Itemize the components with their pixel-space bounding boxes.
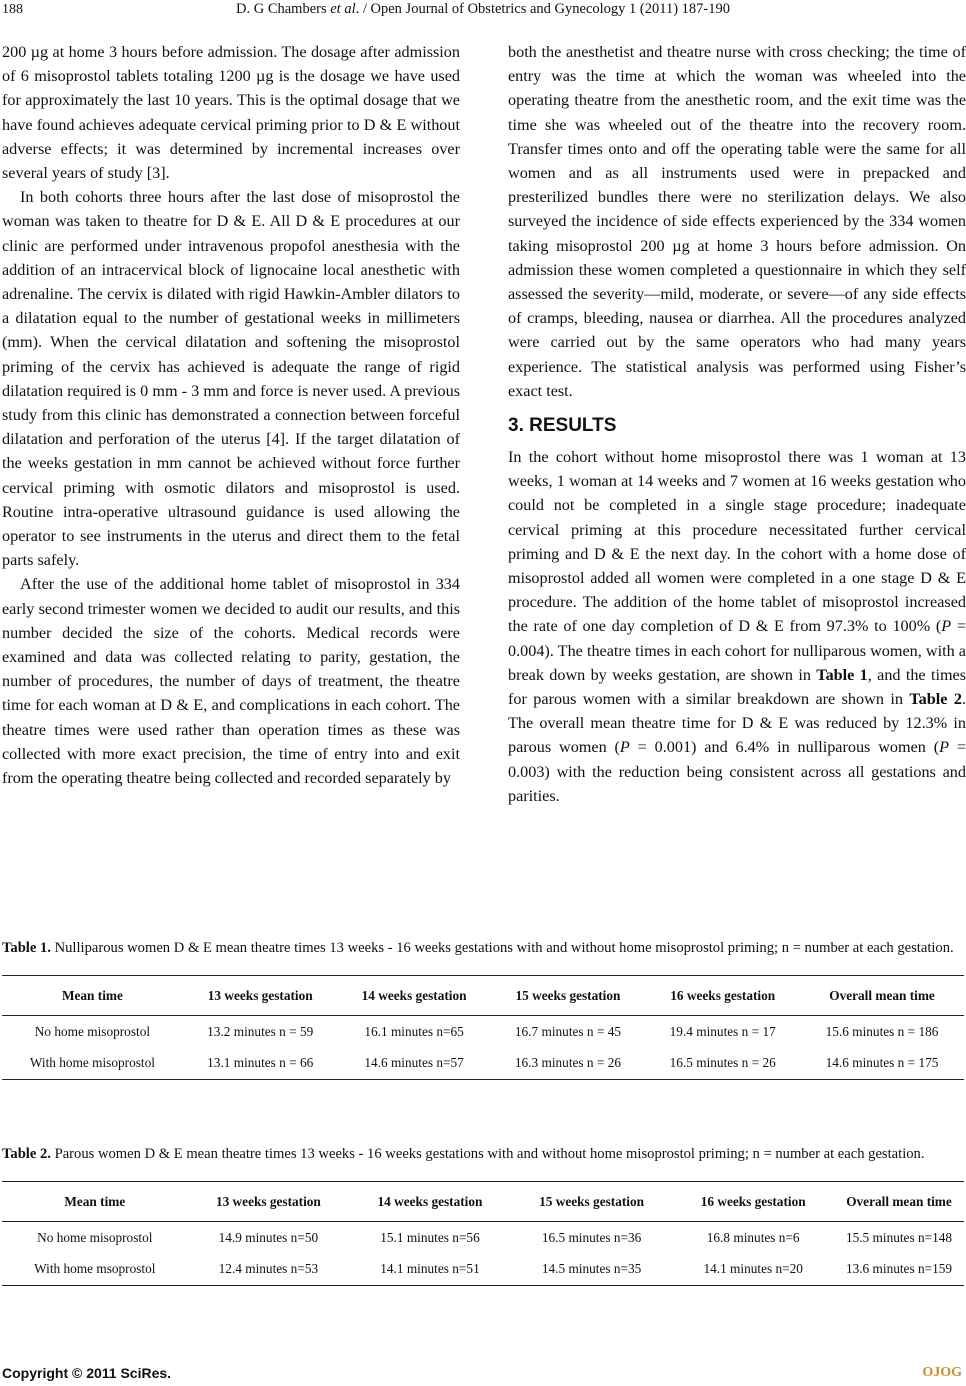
table-header-row — [2, 976, 964, 1016]
column-header: Overall mean time — [829, 987, 935, 1003]
page-number: 188 — [2, 2, 23, 17]
column-header: 15 weeks gestation — [515, 987, 621, 1003]
table-cell: 16.5 minutes n = 26 — [669, 1055, 776, 1071]
paragraph: 200 µg at home 3 hours before admission. The dosage after admission of 6 misoprostol tablets totaling 1200 µg is the dosage we have used for approximately the last 10 years. This is the optimal dosage that we have found achieves adequate cervical priming prior to D & E without adverse effects; it was determined by incremental increases over several years of study [3]. — [2, 43, 460, 183]
table-cell: 16.1 minutes n=65 — [364, 1023, 464, 1039]
table-cell: No home misoprostol — [34, 1023, 151, 1039]
table-cell: With home misoprostol — [29, 1055, 155, 1071]
table-cell: 13.2 minutes n = 59 — [207, 1023, 314, 1039]
column-header: 13 weeks gestation — [207, 987, 313, 1003]
table-cell: 14.5 minutes n=35 — [541, 1261, 642, 1277]
table-reference[interactable]: Table 1 — [816, 665, 868, 684]
paragraph: both the anesthetist and theatre nurse with cross checking; the time of entry was the time at which the woman was wheeled into the operating theatre from the anesthetic room, and the exit time was the time she was wheeled out of the theatre into the recovery room. Transfer times onto and off the operating table were the same for all women and as all instruments used were in prepacked and presterilized bundles there were no sterilization delays. We also surveyed the incidence of side effects experienced by the 334 women taking misoprostol 200 µg at home 3 hours before admission. On admission these women completed a questionnaire in which they self assessed the severity—mild, moderate, or severe—of any side effects of cramps, bleeding, nausea or diarrhea. All the procedures analyzed were carried out by the same operators who had many years experience. The statistical analysis was performed using Fisher’s exact test. — [508, 43, 966, 400]
table-cell: No home misoprostol — [37, 1229, 153, 1245]
table-1 — [2, 975, 964, 1080]
column-header: Mean time — [64, 1193, 126, 1209]
table-cell: 14.1 minutes n=51 — [380, 1261, 480, 1277]
paragraph: In both cohorts three hours after the last dose of misoprostol the woman was taken to theatre for D & E. All D & E procedures at our clinic are performed under intravenous propofol anesthesia with the addition of an intracervical block of lignocaine local anesthetic with adrenaline. The cervix is dilated with rigid Hawkin-Ambler dilators to a dilatation equal to the number of gestational weeks in millimeters (mm). When the cervical dilatation and softening the misoprostol priming of the cervix has achieved is adequate the range of rigid dilatation required is 0 mm - 3 mm and force is never used. A previous study from this clinic has demonstrated a connection between forceful dilatation and perforation of the uterus [4]. If the target dilatation of the weeks gestation in mm cannot be achieved without force further cervical priming with osmotic dilators and misoprostol is used. Routine intra-operative ultrasound guidance is used allowing the operator to see instruments in the uterus and direct them to the fetal parts safely. — [2, 188, 460, 570]
left-column — [2, 40, 460, 790]
table-row — [2, 1222, 964, 1254]
copyright-notice: Copyright © 2011 SciRes. — [2, 1365, 172, 1381]
journal-abbreviation: OJOG — [922, 1365, 962, 1380]
table-row — [2, 1048, 964, 1080]
table-cell: 15.6 minutes n = 186 — [825, 1023, 939, 1039]
table-1-block — [2, 938, 964, 1080]
column-header: 16 weeks gestation — [700, 1193, 806, 1209]
table-caption: Table 1. Nulliparous women D & E mean theatre times 13 weeks - 16 weeks gestations with and without home misoprostol priming; n = number at each gestation. — [2, 940, 954, 956]
column-header: Overall mean time — [846, 1193, 952, 1209]
table-cell: With home msoprostol — [34, 1261, 156, 1277]
running-title: D. G Chambers et al. / Open Journal of Obstetrics and Gynecology 1 (2011) 187-190 — [236, 1, 730, 17]
table-cell: 15.1 minutes n=56 — [380, 1229, 480, 1245]
page-footer — [0, 1365, 966, 1385]
table-row — [2, 1016, 964, 1048]
table-cell: 12.4 minutes n=53 — [218, 1261, 319, 1277]
table-2 — [2, 1181, 964, 1286]
paragraph: After the use of the additional home tablet of misoprostol in 334 early second trimester women we decided to audit our results, and this number decided the size of the cohorts. Medical records were examined and data was collected relating to parity, gestation, the number of procedures, the number of days of treatment, the theatre time for each woman at D & E, and complications in each cohort. The theatre times were used rather than operation times as these was collected with more exact precision, the time of entry into and exit from the operating theatre being collected and recorded separately by — [2, 575, 460, 788]
right-column — [508, 40, 966, 808]
table-header-row — [2, 1182, 964, 1222]
table-cell: 16.5 minutes n=36 — [541, 1229, 642, 1245]
table-cell: 13.6 minutes n=159 — [845, 1261, 953, 1277]
table-row — [2, 1254, 964, 1286]
table-cell: 14.9 minutes n=50 — [218, 1229, 319, 1245]
table-cell: 14.6 minutes n=57 — [364, 1055, 464, 1071]
column-header: Mean time — [61, 987, 123, 1003]
column-header: 15 weeks gestation — [539, 1193, 645, 1209]
table-cell: 16.3 minutes n = 26 — [514, 1055, 622, 1071]
column-header: 14 weeks gestation — [377, 1193, 483, 1209]
column-header: 16 weeks gestation — [670, 987, 776, 1003]
table-cell: 13.1 minutes n = 66 — [207, 1055, 314, 1071]
table-reference[interactable]: Table 2 — [909, 690, 962, 709]
table-caption: Table 2. Parous women D & E mean theatre times 13 weeks - 16 weeks gestations with and without home misoprostol priming; n = number at each gestation. — [2, 1146, 925, 1162]
column-header: 14 weeks gestation — [361, 987, 467, 1003]
page-header — [0, 0, 966, 30]
table-cell: 14.6 minutes n = 175 — [825, 1055, 939, 1071]
table-cell: 16.8 minutes n=6 — [706, 1229, 800, 1245]
table-cell: 15.5 minutes n=148 — [845, 1229, 953, 1245]
paragraph: In the cohort without home misoprostol there was 1 woman at 13 weeks, 1 woman at 14 weeks and 7 women at 16 weeks gestation who could not be completed in a single stage procedure; inadequate cervical priming at this procedure necessitated further cervical priming and D & E the next day. In the cohort with a home dose of misoprostol added all women were completed in a one stage D & E procedure. The addition of the home tablet of misoprostol increased the rate of one day completion of D & E from 97.3% to 100% (P = 0.004). The theatre times in each cohort for nulliparous women, with a break down by weeks gestation, are shown in Table 1, and the times for parous women with a similar breakdown are shown in Table 2. The overall mean theatre time for D & E was reduced by 12.3% in parous women (P = 0.001) and 6.4% in nulliparous women (P = 0.003) with the reduction being consistent across all gestations and parities. — [508, 448, 966, 805]
section-heading-results: 3. RESULTS — [508, 415, 617, 437]
table-2-block — [2, 1144, 964, 1286]
table-cell: 16.7 minutes n = 45 — [514, 1023, 622, 1039]
table-cell: 19.4 minutes n = 17 — [669, 1023, 776, 1039]
column-header: 13 weeks gestation — [215, 1193, 321, 1209]
table-cell: 14.1 minutes n=20 — [703, 1261, 803, 1277]
